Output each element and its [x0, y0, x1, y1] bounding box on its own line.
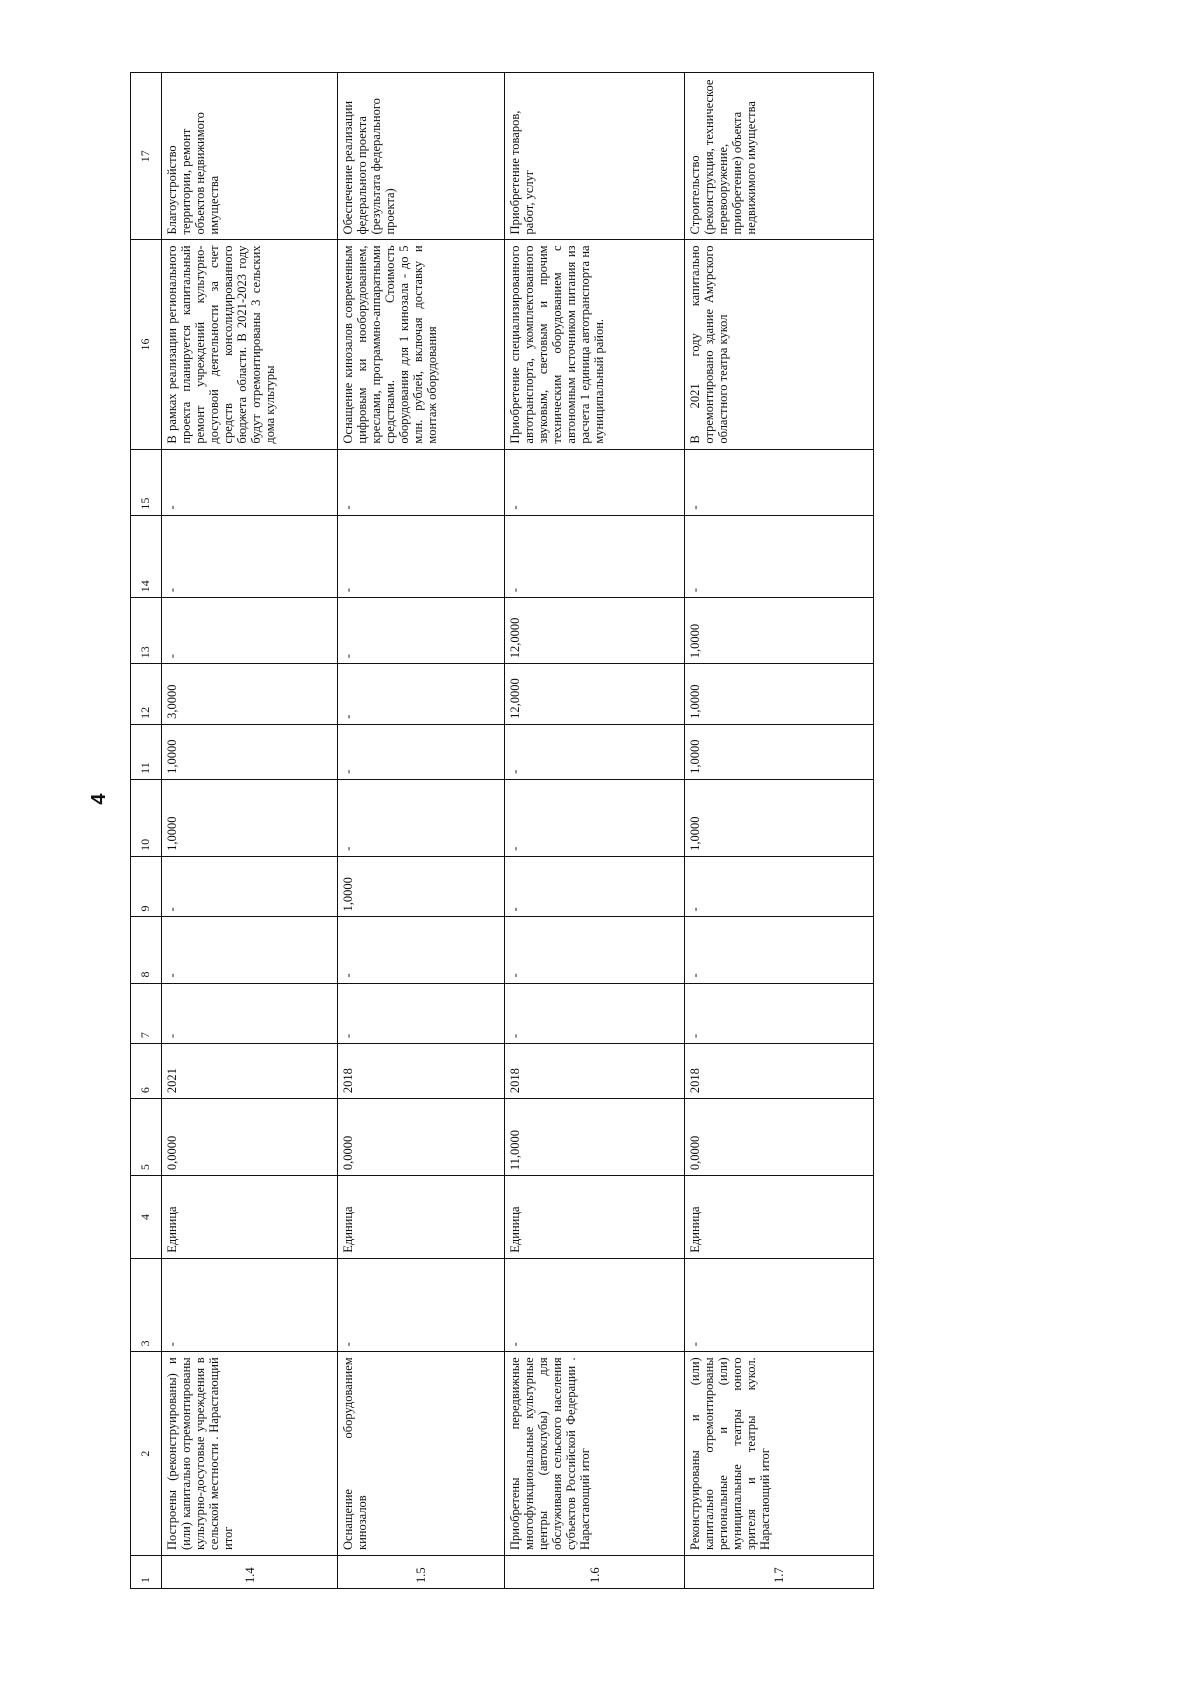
base-value: 0,0000	[338, 1099, 505, 1176]
header-cell: 14	[131, 515, 162, 598]
table-cell: -	[685, 856, 874, 917]
table-cell: 12,0000	[505, 664, 685, 725]
header-cell: 8	[131, 917, 162, 983]
table-cell: -	[338, 917, 505, 983]
table-cell: -	[162, 856, 338, 917]
table-cell: -	[338, 598, 505, 664]
page-number: 4	[88, 793, 110, 805]
table-cell: -	[162, 1258, 338, 1352]
header-row	[131, 73, 162, 1589]
header-cell: 2	[131, 1352, 162, 1556]
table-cell: -	[162, 515, 338, 598]
table-cell: 1,0000	[685, 724, 874, 779]
table-cell: -	[505, 917, 685, 983]
table-cell: -	[338, 1258, 505, 1352]
base-value: 0,0000	[685, 1099, 874, 1176]
header-cell: 13	[131, 598, 162, 664]
unit-cell: Единица	[685, 1176, 874, 1259]
table-row	[162, 73, 338, 1589]
table-row	[685, 73, 874, 1589]
description-cell: В рамках реализации регионального проекта планируется капитальный ремонт учреждений культурно-досуговой деятельности за счет средств консолидированного бюджета области. В 2021-2023 году будут отремонтированы 3 сельских дома культуры	[162, 240, 338, 449]
table-cell: -	[162, 598, 338, 664]
header-cell: 12	[131, 664, 162, 725]
base-year: 2018	[685, 1044, 874, 1099]
indicator-name: Построены (реконструированы) и (или) капитально отремонтированы культурно-досуговые учреждения в сельской местности . Нарастающий итог	[162, 1352, 338, 1556]
row-number: 1.5	[338, 1555, 505, 1588]
results-table	[130, 72, 874, 1589]
table-cell: 1,0000	[338, 856, 505, 917]
table-cell: -	[338, 449, 505, 515]
landscape-sheet	[130, 72, 870, 1589]
row-number: 1.4	[162, 1555, 338, 1588]
description-cell: В 2021 году капитально отремонтировано здание Амурского областного театра кукол	[685, 240, 874, 449]
base-year: 2018	[338, 1044, 505, 1099]
base-year: 2021	[162, 1044, 338, 1099]
unit-cell: Единица	[505, 1176, 685, 1259]
indicator-name: Реконструированы и (или) капитально отремонтированы региональные и (или) муниципальные театры юного зрителя и театры кукол. Нарастающий итог	[685, 1352, 874, 1556]
rotated-table-area	[130, 72, 870, 1589]
unit-cell: Единица	[338, 1176, 505, 1259]
table-cell: 1,0000	[162, 724, 338, 779]
table-cell: -	[685, 1258, 874, 1352]
table-cell: -	[505, 983, 685, 1044]
row-number: 1.7	[685, 1555, 874, 1588]
table-cell: -	[338, 983, 505, 1044]
base-value: 0,0000	[162, 1099, 338, 1176]
description-cell: Приобретение специализированного автотранспорта, укомплектованного звуковым, световым и прочим техническим оборудованием с автономным источником питания из расчета 1 единица автотранспорта на муниципальный район.	[505, 240, 685, 449]
table-cell: -	[338, 515, 505, 598]
header-cell: 15	[131, 449, 162, 515]
table-cell: -	[685, 983, 874, 1044]
header-cell: 1	[131, 1555, 162, 1588]
type-cell: Обеспечение реализации федерального проекта (результата федерального проекта)	[338, 73, 505, 240]
table-cell: -	[338, 779, 505, 856]
table-cell: 1,0000	[162, 779, 338, 856]
table-cell: 3,0000	[162, 664, 338, 725]
table-cell: -	[505, 1258, 685, 1352]
table-cell: -	[685, 917, 874, 983]
header-cell: 17	[131, 73, 162, 240]
table-cell: 1,0000	[685, 598, 874, 664]
table-cell: -	[505, 724, 685, 779]
table-cell: -	[338, 664, 505, 725]
header-cell: 6	[131, 1044, 162, 1099]
type-cell: Благоустройство территории, ремонт объектов недвижимого имущества	[162, 73, 338, 240]
table-cell: -	[505, 856, 685, 917]
table-row	[505, 73, 685, 1589]
unit-cell: Единица	[162, 1176, 338, 1259]
indicator-name: Оснащение оборудованием кинозалов	[338, 1352, 505, 1556]
description-cell: Оснащение кинозалов современным цифровым ки нооборудованием, креслами, программно-аппаратными средствами. Стоимость оборудования для 1 кинозала - до 5 млн. рублей, включая доставку и монтаж оборудования	[338, 240, 505, 449]
table-cell: -	[505, 449, 685, 515]
header-cell: 9	[131, 856, 162, 917]
header-cell: 11	[131, 724, 162, 779]
table-cell: 1,0000	[685, 664, 874, 725]
header-cell: 4	[131, 1176, 162, 1259]
indicator-name: Приобретены передвижные многофункциональные культурные центры (автоклубы) для обслуживания сельского населения субъектов Российской Федерации . Нарастающий итог	[505, 1352, 685, 1556]
table-cell: -	[505, 779, 685, 856]
row-number: 1.6	[505, 1555, 685, 1588]
table-cell: -	[685, 449, 874, 515]
table-cell: 1,0000	[685, 779, 874, 856]
table-cell: -	[685, 515, 874, 598]
table-cell: -	[162, 449, 338, 515]
base-year: 2018	[505, 1044, 685, 1099]
type-cell: Строительство (реконструкция, техническое перевооружение, приобретение) объекта недвижимого имущества	[685, 73, 874, 240]
table-cell: -	[338, 724, 505, 779]
header-cell: 5	[131, 1099, 162, 1176]
header-cell: 10	[131, 779, 162, 856]
table-row	[338, 73, 505, 1589]
header-cell: 16	[131, 240, 162, 449]
table-cell: -	[162, 983, 338, 1044]
header-cell: 7	[131, 983, 162, 1044]
table-cell: -	[162, 917, 338, 983]
base-value: 11,0000	[505, 1099, 685, 1176]
table-cell: 12,0000	[505, 598, 685, 664]
header-cell: 3	[131, 1258, 162, 1352]
type-cell: Приобретение товаров, работ, услуг	[505, 73, 685, 240]
table-cell: -	[505, 515, 685, 598]
